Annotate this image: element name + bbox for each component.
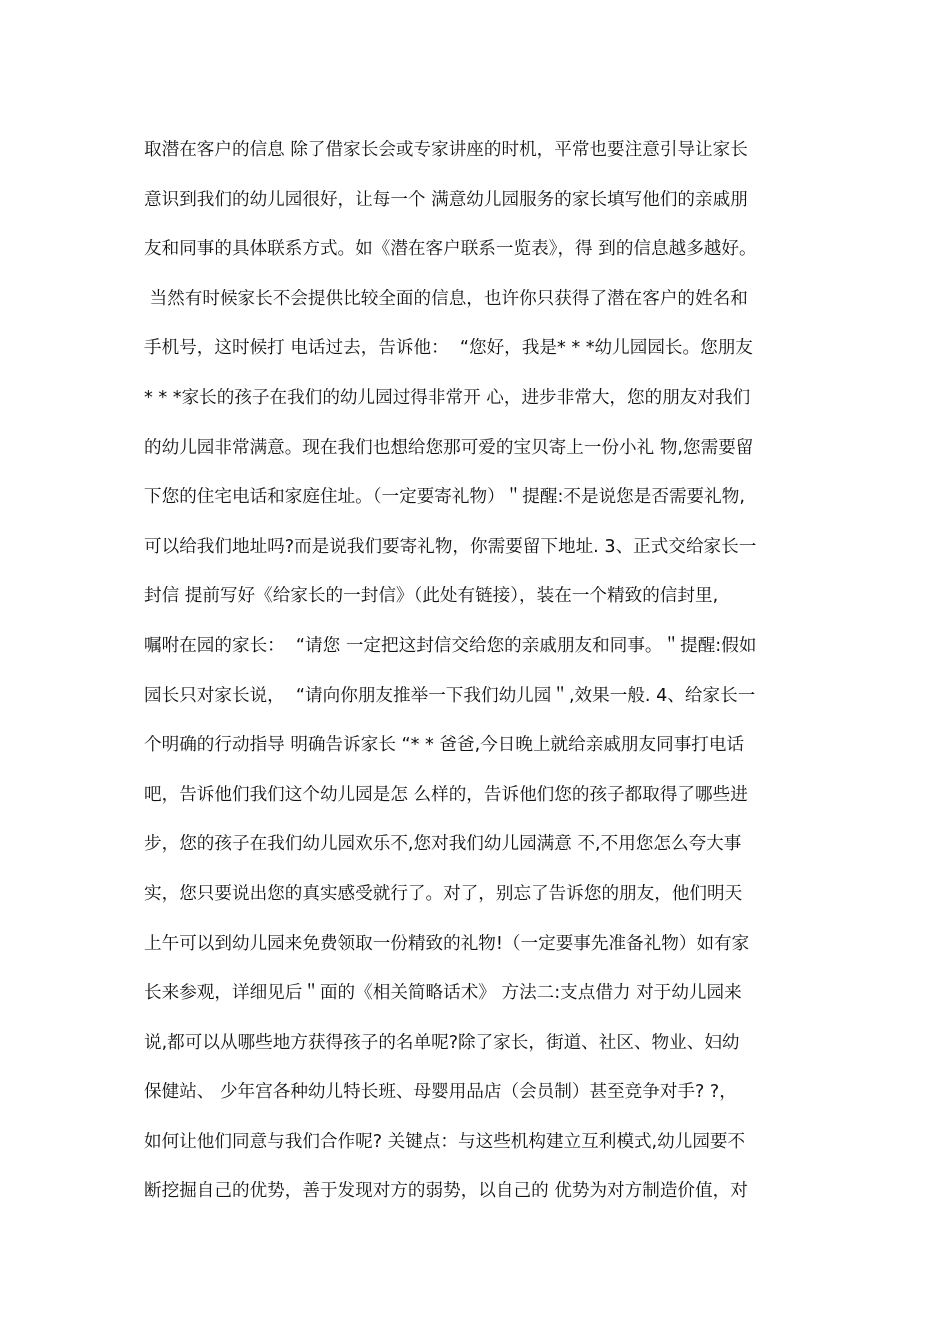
body-text [144, 126, 834, 1217]
text-line: 的幼儿园非常满意。现在我们也想给您那可爱的宝贝寄上一份小礼 物,您需要留 [144, 437, 754, 458]
text-line: 如何让他们同意与我们合作呢? 关键点：与这些机构建立互利模式,幼儿园要不 [144, 1131, 746, 1152]
text-line: 说,都可以从哪些地方获得孩子的名单呢?除了家长，街道、社区、物业、妇幼 [144, 1032, 740, 1053]
text-line: 长来参观，详细见后＂面的《相关简略话术》 方法二:支点借力 对于幼儿园来 [144, 983, 742, 1004]
text-line: 可以给我们地址吗?而是说我们要寄礼物，你需要留下地址. 3、正式交给家长一 [144, 536, 757, 557]
text-line: 嘱咐在园的家长： “请您 一定把这封信交给您的亲戚朋友和同事。＂提醒:假如 [144, 635, 757, 656]
text-line: 断挖掘自己的优势，善于发现对方的弱势，以自己的 优势为对方制造价值，对 [144, 1181, 748, 1202]
text-line: * * *家长的孩子在我们的幼儿园过得非常开 心，进步非常大，您的朋友对我们 [144, 387, 751, 408]
text-line: 封信 提前写好《给家长的一封信》（此处有链接），装在一个精致的信封里, [144, 586, 719, 607]
text-line: 取潜在客户的信息 除了借家长会或专家讲座的时机，平常也要注意引导让家长 [144, 140, 748, 160]
text-line: 手机号，这时候打 电话过去，告诉他： “您好，我是* * *幼儿园园长。您朋友 [144, 338, 753, 359]
text-line: 保健站、 少年宫各种幼儿特长班、母婴用品店（会员制）甚至竞争对手? ?， [144, 1082, 737, 1103]
text-line: 当然有时候家长不会提供比较全面的信息，也许你只获得了潜在客户的姓名和 [144, 288, 748, 309]
text-line: 友和同事的具体联系方式。如《潜在客户联系一览表》，得 到的信息越多越好。 [144, 239, 757, 260]
text-line: 上午可以到幼儿园来免费领取一份精致的礼物!（一定要事先准备礼物）如有家 [144, 933, 750, 954]
text-line: 意识到我们的幼儿园很好，让每一个 满意幼儿园服务的家长填写他们的亲戚朋 [144, 189, 748, 210]
text-line: 园长只对家长说， “请向你朋友推举一下我们幼儿园＂,效果一般. 4、给家长一 [144, 685, 756, 706]
text-line: 个明确的行动指导 明确告诉家长 “* * 爸爸,今日晚上就给亲戚朋友同事打电话 [144, 735, 745, 756]
text-line: 步，您的孩子在我们幼儿园欢乐不,您对我们幼儿园满意 不,不用您怎么夸大事 [144, 834, 742, 855]
text-line: 吧，告诉他们我们这个幼儿园是怎 么样的，告诉他们您的孩子都取得了哪些进 [144, 784, 748, 805]
text-line: 下您的住宅电话和家庭住址。（一定要寄礼物）＂提醒:不是说您是否需要礼物, [144, 487, 745, 508]
text-line: 实，您只要说出您的真实感受就行了。对了，别忘了告诉您的朋友，他们明天 [144, 883, 743, 904]
